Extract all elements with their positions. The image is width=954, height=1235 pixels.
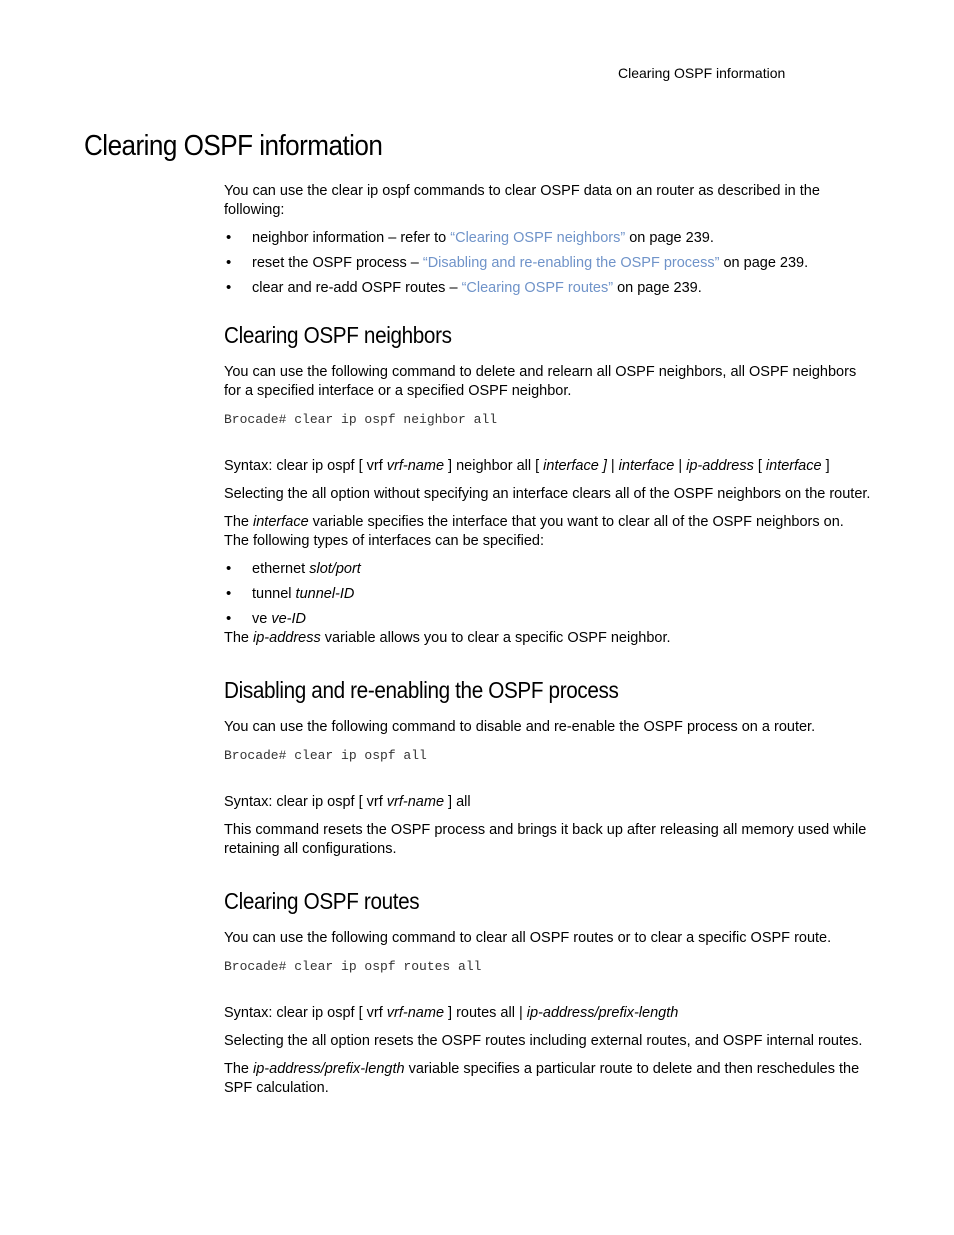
intro-text-end: commands to clear OSPF data on an router as described in the following: (224, 183, 820, 218)
running-header: Clearing OSPF information (618, 65, 786, 81)
page-title: Clearing OSPF information (84, 130, 383, 162)
bullet-icon: • (226, 254, 232, 271)
paragraph: You can use the following command to clear all OSPF routes or to clear a specific OSPF route. (224, 930, 832, 946)
syntax-var: interface ] (543, 458, 607, 474)
paragraph: This command resets the OSPF process and brings it back up after releasing all memory used while retaining all configurations. (224, 822, 867, 857)
syntax-part: Syntax: clear ip ospf [ vrf (224, 794, 387, 810)
list-item (224, 279, 872, 298)
syntax-var: ip-address (686, 458, 754, 474)
syntax-part: Syntax: clear ip ospf [ vrf (224, 458, 387, 474)
paragraph (224, 1032, 872, 1051)
code-example: Brocade# clear ip ospf neighbor all (224, 412, 498, 427)
syntax-part: ] routes all | (444, 1005, 527, 1021)
list-item (224, 229, 872, 248)
section-heading-routes: Clearing OSPF routes (224, 888, 420, 914)
text: Selecting the (224, 1033, 312, 1049)
syntax-line (224, 1004, 872, 1023)
keyword: tunnel (252, 586, 296, 602)
intro-paragraph (224, 182, 872, 220)
keyword: ve (252, 611, 272, 627)
section-heading-disabling: Disabling and re-enabling the OSPF process (224, 677, 619, 703)
paragraph (224, 1060, 872, 1098)
syntax-part: [ (753, 458, 766, 474)
link-clearing-routes[interactable]: “Clearing OSPF routes” (461, 280, 614, 296)
syntax-part: | (674, 458, 687, 474)
link-disabling-process[interactable]: “Disabling and re-enabling the OSPF process” (422, 255, 720, 271)
list-item-text: clear and re-add OSPF routes – (252, 280, 462, 296)
syntax-part: | (606, 458, 619, 474)
syntax-var: interface (765, 458, 822, 474)
text: option resets the OSPF routes including external routes, and OSPF internal routes. (326, 1033, 863, 1049)
variable: tunnel-ID (295, 586, 355, 602)
keyword: all (311, 486, 327, 502)
list-item-text: neighbor information – refer to (252, 230, 451, 246)
syntax-line (224, 457, 872, 476)
syntax-var: vrf-name (386, 458, 445, 474)
syntax-var: ip-address/prefix-length (526, 1005, 679, 1021)
text: option without specifying an interface clears all of the OSPF neighbors on the router. (326, 486, 871, 502)
list-item (224, 560, 872, 579)
paragraph (224, 485, 872, 504)
interface-type-list (224, 560, 872, 629)
main-content (224, 182, 872, 1107)
list-item (224, 254, 872, 273)
text: variable specifies a particular route to delete and then reschedules the SPF calculation. (224, 1061, 860, 1096)
bullet-icon: • (226, 585, 232, 602)
keyword: ethernet (252, 561, 310, 577)
text: The (224, 630, 254, 646)
bullet-icon: • (226, 279, 232, 296)
syntax-part: ] neighbor all [ (444, 458, 544, 474)
list-item-page: on page 239. (719, 255, 809, 271)
bullet-icon: • (226, 560, 232, 577)
text: Selecting the (224, 486, 312, 502)
variable: interface (253, 514, 309, 530)
variable: ve-ID (271, 611, 306, 627)
bullet-icon: • (226, 229, 232, 246)
code-example: Brocade# clear ip ospf all (224, 748, 427, 763)
list-item-page: on page 239. (613, 280, 702, 296)
intro-command: clear ip ospf (331, 183, 410, 199)
list-item (224, 610, 872, 629)
paragraph: You can use the following command to disable and re-enable the OSPF process on a router. (224, 719, 816, 735)
variable: slot/port (309, 561, 361, 577)
section-heading-neighbors: Clearing OSPF neighbors (224, 322, 452, 348)
syntax-var: vrf-name (386, 794, 445, 810)
text: The (224, 1061, 254, 1077)
syntax-part: Syntax: clear ip ospf [ vrf (224, 1005, 387, 1021)
intro-text: You can use the (224, 183, 332, 199)
text: variable specifies the interface that you want to clear all of the OSPF neighbors on. The following types of interfaces can be specified: (224, 514, 844, 549)
intro-list (224, 229, 872, 298)
list-item-text: reset the OSPF process – (252, 255, 423, 271)
keyword: all (311, 1033, 327, 1049)
list-item-page: on page 239. (625, 230, 714, 246)
variable: ip-address (253, 630, 321, 646)
bullet-icon: • (226, 610, 232, 627)
text: The (224, 514, 254, 530)
syntax-var: vrf-name (386, 1005, 445, 1021)
code-example: Brocade# clear ip ospf routes all (224, 959, 482, 974)
paragraph (224, 629, 872, 648)
syntax-var: interface (618, 458, 675, 474)
text: variable allows you to clear a specific OSPF neighbor. (320, 630, 671, 646)
paragraph (224, 513, 872, 551)
syntax-part: ] all (444, 794, 471, 810)
syntax-part: ] (821, 458, 830, 474)
list-item (224, 585, 872, 604)
syntax-line (224, 793, 872, 812)
paragraph: You can use the following command to delete and relearn all OSPF neighbors, all OSPF neighbors for a specified interface or a specified OSPF neighbor. (224, 364, 857, 399)
variable: ip-address/prefix-length (253, 1061, 405, 1077)
link-clearing-neighbors[interactable]: “Clearing OSPF neighbors” (450, 230, 626, 246)
